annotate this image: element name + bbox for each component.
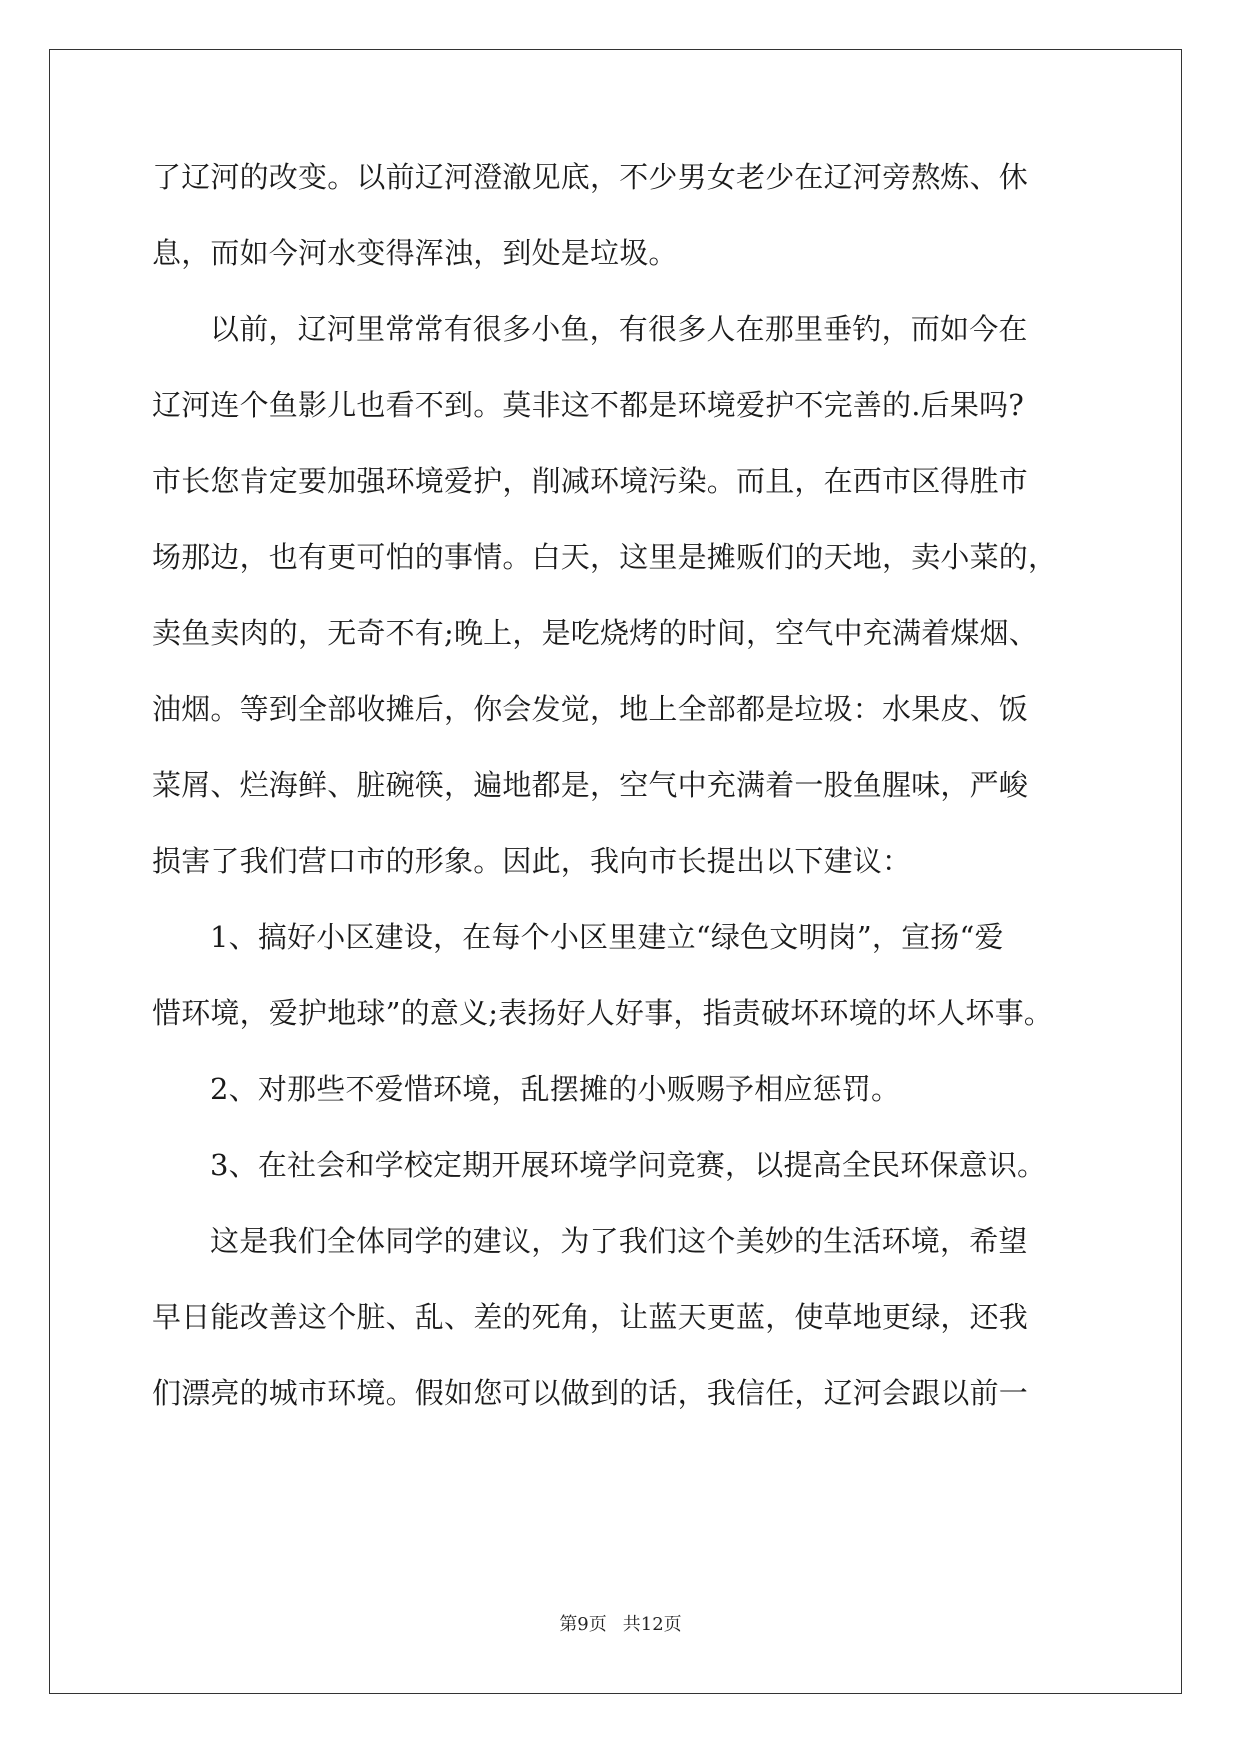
list-item: 3、在社会和学校定期开展环境学问竞赛，以提高全民环保意识。 bbox=[210, 1148, 1047, 1182]
text-line: 场那边，也有更可怕的事情。白天，这里是摊贩们的天地，卖小菜的， bbox=[152, 540, 1058, 574]
paragraph-first-line: 以前，辽河里常常有很多小鱼，有很多人在那里垂钓，而如今在 bbox=[210, 312, 1028, 346]
text-line: 市长您肯定要加强环境爱护，削减环境污染。而且，在西市区得胜市 bbox=[152, 464, 1029, 498]
list-item-first-line: 1、搞好小区建设，在每个小区里建立“绿色文明岗”，宣扬“爱 bbox=[210, 920, 1004, 954]
text-line: 了辽河的改变。以前辽河澄澈见底，不少男女老少在辽河旁熬炼、休 bbox=[152, 160, 1029, 194]
text-line: 惜环境，爱护地球”的意义;表扬好人好事，指责破坏环境的坏人坏事。 bbox=[152, 996, 1053, 1030]
page-footer bbox=[0, 1614, 1241, 1636]
text-line: 卖鱼卖肉的，无奇不有;晚上，是吃烧烤的时间，空气中充满着煤烟、 bbox=[152, 616, 1038, 650]
text-line: 息，而如今河水变得浑浊，到处是垃圾。 bbox=[152, 236, 678, 270]
text-line: 损害了我们营口市的形象。因此，我向市长提出以下建议： bbox=[152, 844, 912, 878]
page-total: 共12页 bbox=[622, 1614, 682, 1635]
text-line: 辽河连个鱼影儿也看不到。莫非这不都是环境爱护不完善的.后果吗? bbox=[152, 388, 1024, 422]
paragraph-first-line: 这是我们全体同学的建议，为了我们这个美妙的生活环境，希望 bbox=[210, 1224, 1028, 1258]
document-body bbox=[152, 158, 1088, 1412]
text-line: 油烟。等到全部收摊后，你会发觉，地上全部都是垃圾：水果皮、饭 bbox=[152, 692, 1029, 726]
text-line: 们漂亮的城市环境。假如您可以做到的话，我信任，辽河会跟以前一 bbox=[152, 1376, 1029, 1410]
text-line: 菜屑、烂海鲜、脏碗筷，遍地都是，空气中充满着一股鱼腥味，严峻 bbox=[152, 768, 1029, 802]
list-item: 2、对那些不爱惜环境，乱摆摊的小贩赐予相应惩罚。 bbox=[210, 1072, 901, 1106]
text-line: 早日能改善这个脏、乱、差的死角，让蓝天更蓝，使草地更绿，还我 bbox=[152, 1300, 1029, 1334]
page-number: 第9页 bbox=[559, 1614, 607, 1635]
